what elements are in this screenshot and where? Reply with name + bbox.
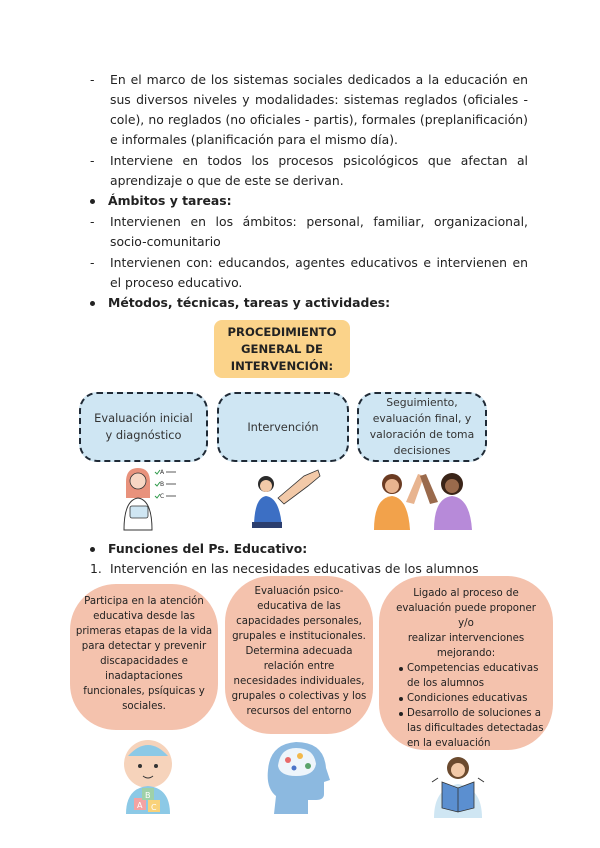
paragraph-line: En el marco de los sistemas sociales dedicados a la educación en	[110, 72, 528, 87]
ambitos-line: Intervienen en los ámbitos: personal, familiar, organizacional,	[110, 214, 528, 229]
step-line: decisiones	[393, 444, 451, 457]
oval-bullet-list	[387, 661, 545, 751]
dash-marker: -	[90, 214, 95, 229]
oval-line: Determina adecuada	[245, 646, 353, 657]
procedure-step-evaluacion	[79, 392, 208, 462]
oval-line: capacidades personales,	[236, 616, 362, 627]
procedure-title-box	[214, 320, 350, 378]
oval-line: realizar intervenciones	[407, 633, 525, 644]
oval-line: inadaptaciones	[105, 671, 183, 682]
brain-head-illustration	[262, 736, 334, 816]
checklist-label: B	[160, 481, 165, 488]
oval-line: necesidades individuales,	[233, 676, 365, 687]
step-line: Evaluación inicial	[94, 411, 193, 425]
dash-marker: -	[90, 72, 95, 87]
oval-line: Participa en la atención	[84, 596, 204, 607]
paragraph-line: Interviene en todos los procesos psicológicos que afectan al	[110, 153, 528, 168]
baby-illustration	[110, 734, 186, 816]
paragraph-line: e informales (planificación para el mismo día).	[110, 132, 398, 147]
reading-person-illustration	[426, 752, 490, 820]
oval-line: primeras etapas de la vida	[75, 626, 213, 637]
dash-marker: -	[90, 153, 95, 168]
bullet-marker	[90, 199, 95, 204]
block-letter: C	[151, 803, 157, 812]
step-line: y diagnóstico	[105, 428, 182, 442]
checklist-label: A	[160, 469, 165, 476]
ambitos-line: Intervienen con: educandos, agentes educativos e intervienen en	[110, 255, 528, 270]
high-five-illustration	[368, 464, 478, 530]
paragraph-line: aprendizaje o que de este se derivan.	[110, 173, 344, 188]
bullet-marker	[90, 301, 95, 306]
oval-line: Evaluación psico-	[254, 586, 344, 597]
oval-line: educativa desde las	[93, 611, 195, 622]
oval-bullet-item: Condiciones educativas	[399, 691, 545, 706]
oval-line: recursos del entorno	[246, 706, 352, 717]
paragraph-line: cole), no reglados (no oficiales - partis), formales (preplanificación)	[110, 112, 528, 127]
oval-evaluacion	[225, 576, 373, 734]
step-line: valoración de toma	[369, 428, 475, 441]
bullet-marker	[90, 547, 95, 552]
procedure-title-line: INTERVENCIÓN:	[230, 359, 334, 373]
block-letter: A	[137, 801, 143, 810]
oval-bullet-item: Competencias educativas de los alumnos	[399, 661, 545, 691]
oval-line: evaluación puede proponer y/o	[396, 603, 536, 629]
oval-line: grupales o colectivas y los	[231, 691, 367, 702]
oval-line: educativa de las	[257, 601, 341, 612]
paragraph-line: sus diversos niveles y modalidades: sistemas reglados (oficiales -	[110, 92, 528, 107]
numbered-prefix: 1.	[90, 561, 102, 576]
oval-line: grupales e institucionales.	[232, 631, 366, 642]
oval-bullet-item: Desarrollo de soluciones a las dificultades detectadas en la evaluación	[399, 706, 545, 751]
numbered-item: Intervención en las necesidades educativas de los alumnos	[110, 561, 479, 576]
helping-hand-illustration	[248, 462, 322, 530]
procedure-step-seguimiento	[357, 392, 487, 462]
checklist-label: C	[160, 493, 165, 500]
dash-marker: -	[90, 255, 95, 270]
person-tablet-illustration	[108, 464, 188, 532]
procedure-title-line: GENERAL DE	[241, 342, 323, 356]
ambitos-line: socio-comunitario	[110, 234, 221, 249]
oval-atencion	[70, 584, 218, 730]
ambitos-heading: Ámbitos y tareas:	[108, 193, 232, 208]
oval-line: funcionales, psíquicas y	[83, 686, 205, 697]
step-line: Intervención	[247, 419, 319, 434]
oval-line: mejorando:	[436, 648, 496, 659]
ambitos-line: el proceso educativo.	[110, 275, 243, 290]
oval-line: para detectar y prevenir	[81, 641, 207, 652]
funciones-heading: Funciones del Ps. Educativo:	[108, 541, 308, 556]
metodos-heading: Métodos, técnicas, tareas y actividades:	[108, 295, 391, 310]
oval-line: discapacidades e	[100, 656, 188, 667]
step-line: Seguimiento,	[386, 396, 458, 409]
oval-line: relación entre	[263, 661, 335, 672]
block-letter: B	[145, 791, 151, 800]
procedure-title-line: PROCEDIMIENTO	[227, 325, 337, 339]
oval-line: sociales.	[122, 701, 166, 712]
oval-intervenciones	[379, 576, 553, 750]
oval-line: Ligado al proceso de	[413, 588, 519, 599]
procedure-step-intervencion	[217, 392, 349, 462]
step-line: evaluación final, y	[372, 412, 472, 425]
